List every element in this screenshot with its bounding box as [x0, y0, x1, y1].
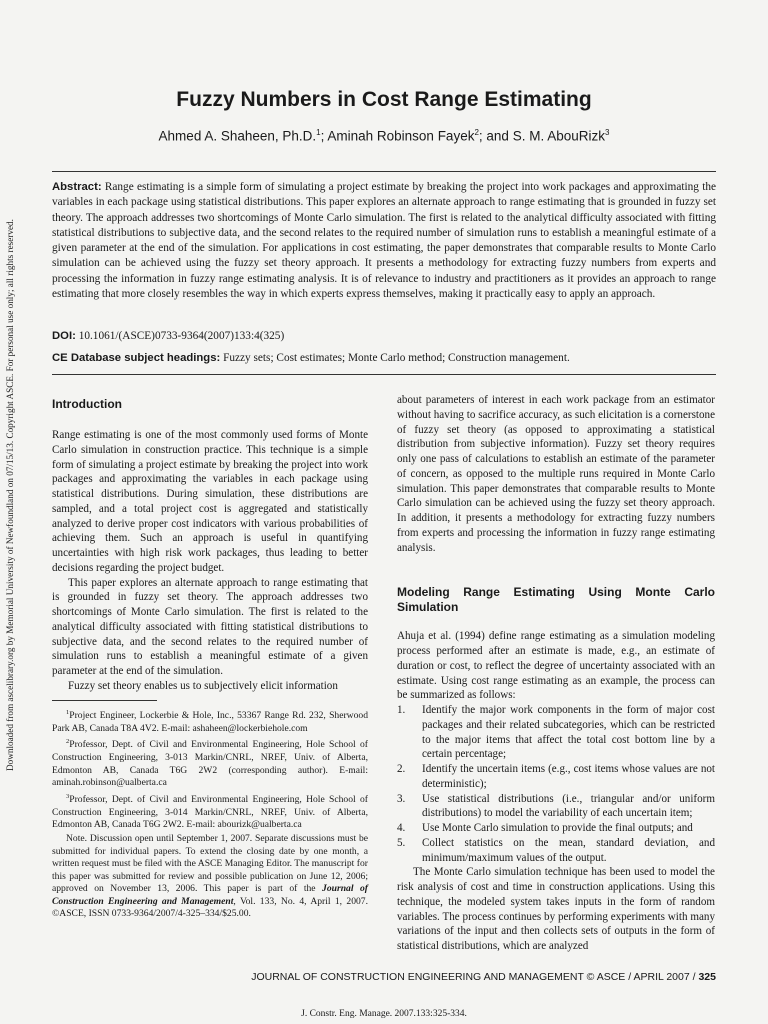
- publication-note: Note. Discussion open until September 1, 2007. Separate discussions must be submitted for individual papers. To extend the closing date by one month, a written request must be filed with the ASCE Managing Editor. The manuscript for this paper was submitted for review and possible publication on June 12, 2006; approved on November 13, 2006. This paper is part of the Journal of Construction Engineering and Management, Vol. 133, No. 4, April 1, 2007. ©ASCE, ISSN 0733-9364/2007/4-325–334/$25.00.: [52, 832, 368, 920]
- body-paragraph: Fuzzy set theory enables us to subjectively elicit information: [68, 679, 338, 692]
- body-paragraph: This paper explores an alternate approach to range estimating that is grounded in fuzzy set theory. The approach addresses two shortcomings of Monte Carlo simulation. The first is related to the analytical difficulty associated with fitting statistical distributions to subjective data, and the second relates to the required number of simulation runs to establish a meaningful estimate of a given parameter at the end of the simulation.: [52, 576, 368, 677]
- abstract-bottom-rule: [52, 374, 716, 375]
- list-item: 1. Identify the major work components in the form of major cost packages and their related subcategories, which can be restricted to the major items that affect the total cost bottom line by a certain percentage;: [397, 704, 715, 761]
- footnote: $^1$Project Engineer, Lockerbie & Hole, Inc., 53367 Range Rd. 232, Sherwood Park AB, Canada T8A 4V2. E-mail: ashaheen@lockerbiehole.com: [52, 709, 368, 734]
- body-paragraph: The Monte Carlo simulation technique has been used to model the risk analysis of cost and time in construction applications. Using this technique, the modeled system takes inputs in the form of random variables. The process continues by performing experiments with many variations of the input and then collects sets of outputs in the form of statistical distributions, which are analyzed: [397, 866, 715, 952]
- list-item: 4. Use Monte Carlo simulation to provide the final outputs; and: [397, 822, 693, 834]
- body-paragraph: about parameters of interest in each work package from an estimator without having to sacrifice accuracy, as such elicitation is a cornerstone of fuzzy set theory (as opposed to approximating a statistical distribution from subjective information). Fuzzy set theory requires only one pass of calculations to establish an estimate of the parameter of concern, as opposed to the multiple runs required in Monte Carlo simulation. This paper demonstrates that comparable results to Monte Carlo simulation can be achieved using the fuzzy set theory approach. In addition, it presents a methodology for extracting fuzzy numbers from experts and processing the information in fuzzy range estimating analysis.: [397, 394, 715, 554]
- journal-footer: JOURNAL OF CONSTRUCTION ENGINEERING AND MANAGEMENT © ASCE / APRIL 2007 / 325: [251, 971, 716, 983]
- doi: [52, 330, 716, 342]
- doi-link[interactable]: 10.1061/(ASCE)0733-9364(2007)133:4(325): [78, 330, 285, 342]
- section-heading-introduction: Introduction: [52, 397, 122, 411]
- list-item: 5. Collect statistics on the mean, standard deviation, and minimum/maximum values of the output.: [397, 836, 715, 864]
- abstract-text: Range estimating is a simple form of simulating a project estimate by breaking the project into work packages and approximating the variables in each package using statistical distributions. This paper explores an alternate approach to range estimating that is grounded in fuzzy set theory. The approach addresses two shortcomings of Monte Carlo simulation. The first is related to the analytical difficulty associated with fitting statistical distributions to subjective data, and the second relates to the required number of simulation runs to establish a meaningful estimate of a given parameter at the end of the simulation. For applications in cost estimating, the paper demonstrates that comparable results to Monte Carlo simulation can be achieved using the fuzzy set theory approach. It presents a methodology for extracting fuzzy numbers from experts and processing the information in fuzzy range estimating analysis. It is of relevance to industry and practitioners as it provides an approach to range estimating that more closely resembles the way in which experts express themselves, making it practically easy to apply an approach.: [52, 181, 716, 301]
- author-name: S. M. AbouRizk: [512, 128, 605, 144]
- author-affiliation-mark: 3: [604, 128, 610, 137]
- abstract-top-rule: [52, 171, 716, 172]
- body-paragraph: Range estimating is one of the most commonly used forms of Monte Carlo simulation in construction practice. This technique is a simple form of simulating a project estimate by breaking the project into work packages and approximating the variables in each package using statistical distributions. During simulation, these distributions are sampled, and a total project cost is aggregated and statistically analyzed to derive proper cost indicators with various probabilities of achieving them. Such an approach is useful in quantifying uncertainties with high risk work packages, thus leading to better decisions regarding the project budget.: [52, 429, 368, 574]
- author-affiliation-mark: 2: [474, 128, 479, 137]
- doi-label: DOI:: [52, 330, 76, 342]
- footnote-rule: [52, 700, 157, 701]
- paper-title: Fuzzy Numbers in Cost Range Estimating: [176, 88, 592, 111]
- abstract-label: Abstract:: [52, 181, 102, 193]
- section-heading-monte-carlo: Modeling Range Estimating Using Monte Carlo Simulation: [397, 585, 715, 615]
- right-column: [397, 393, 715, 954]
- body-paragraph: Ahuja et al. (1994) define range estimating as a simulation modeling process performed after an estimate is made, e.g., an estimate of duration or cost, to reflect the degree of uncertainty associated with an estimate. Using cost range estimating as an example, the process can be summarized as follows:: [397, 630, 715, 702]
- page-number: 325: [698, 971, 716, 983]
- subject-headings-label: CE Database subject headings:: [52, 352, 221, 364]
- author-list: Ahmed A. Shaheen, Ph.D.$^1$; Aminah Robinson Fayek$^2$; and S. M. AbouRizk$^3$: [158, 128, 610, 144]
- footnotes: [52, 700, 368, 922]
- author-name: Ahmed A. Shaheen, Ph.D.: [158, 128, 317, 144]
- journal-name: Journal of Construction Engineering and Management: [52, 883, 368, 907]
- list-item: 2. Identify the uncertain items (e.g., cost items whose values are not deterministic);: [397, 763, 715, 790]
- download-notice: Downloaded from ascelibrary.org by Memorial University of Newfoundland on 07/15/13. Copyright ASCE. For personal use only; all rights reserved.: [5, 219, 15, 771]
- footnote: $^3$Professor, Dept. of Civil and Environmental Engineering, Hole School of Construction Engineering, 3-014 Markin/CNRL, NREF, Univ. of Alberta, Edmonton AB, Canada T6G 2W2. E-mail: abourizk@ualberta.ca: [52, 792, 368, 831]
- author-name: Aminah Robinson Fayek: [327, 128, 475, 144]
- subject-headings: [52, 352, 716, 364]
- footnote: $^2$Professor, Dept. of Civil and Environmental Engineering, Hole School of Construction Engineering, 3-013 Markin/CNRL, NREF, Univ. of Alberta, Edmonton AB, Canada T6G 2W2 (corresponding author). E-mail: aminah.robinson@ualberta.ca: [52, 738, 368, 789]
- left-column: [52, 397, 368, 694]
- abstract: [52, 180, 716, 302]
- citation-line: J. Constr. Eng. Manage. 2007.133:325-334.: [301, 1009, 467, 1019]
- subject-headings-text: Fuzzy sets; Cost estimates; Monte Carlo method; Construction management.: [223, 352, 570, 364]
- author-affiliation-mark: 1: [316, 128, 321, 137]
- list-item: 3. Use statistical distributions (i.e., triangular and/or uniform distributions) to model the variability of each uncertain item;: [397, 792, 715, 820]
- process-steps-list: [397, 703, 715, 865]
